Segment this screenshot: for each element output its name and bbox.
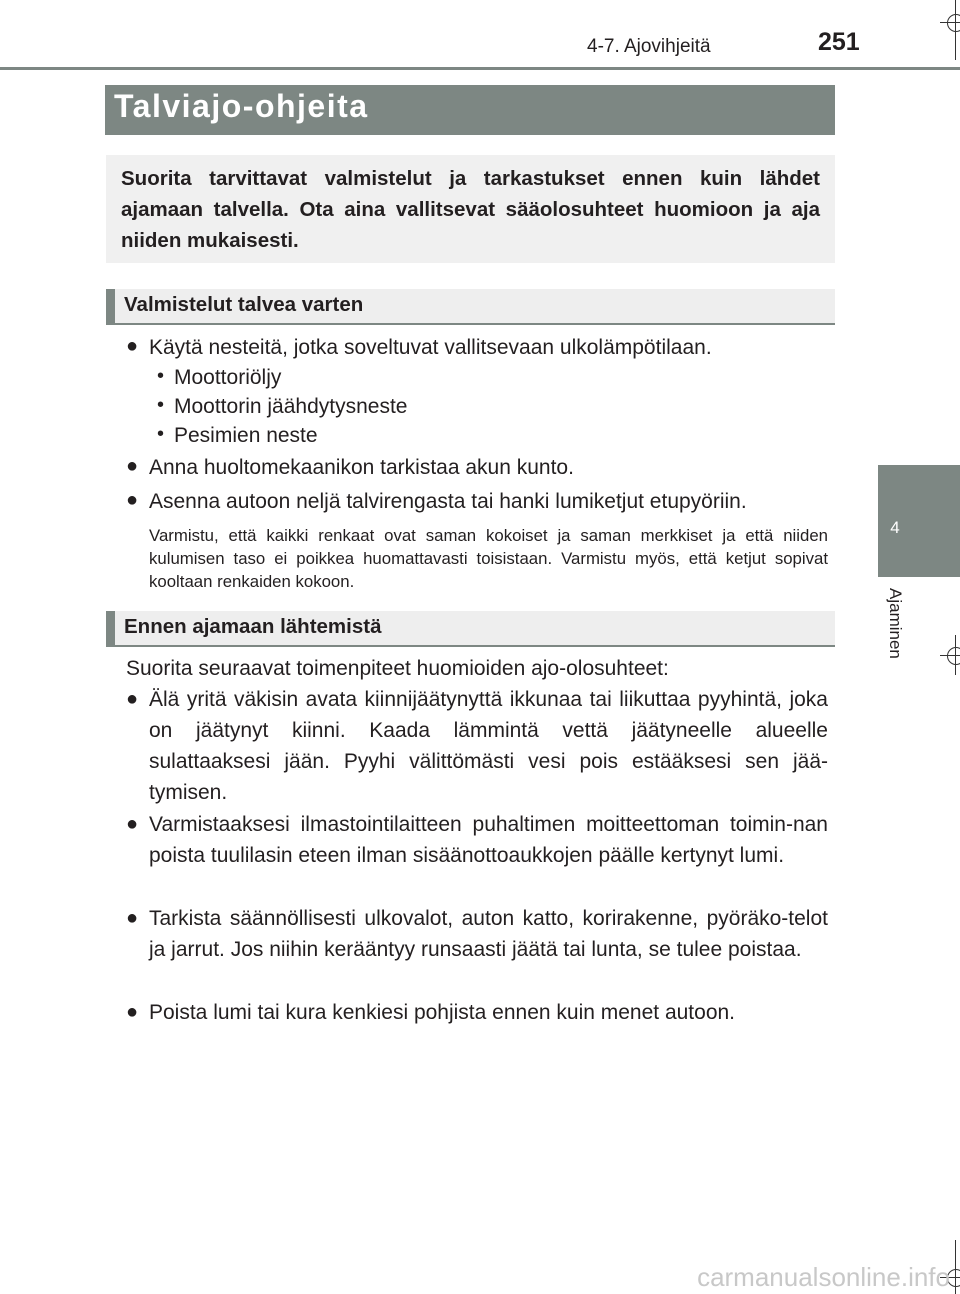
bullet-icon: ● [126, 335, 139, 357]
sub-list-item: Moottoriöljy [174, 366, 282, 389]
sub-list-item: Moottorin jäähdytysneste [174, 395, 408, 418]
bullet-icon: ● [126, 688, 139, 710]
sub-bullet-icon: • [157, 365, 165, 387]
sub-bullet-icon: • [157, 423, 165, 445]
note-text: Varmistu, että kaikki renkaat ovat saman kokoiset ja saman merkkiset ja että niiden kulumisen taso ei poikkea huomattavasti toisistaan. Varmistu myös, että ketjut sopivat kooltaan renkaiden kokoon. [149, 526, 828, 591]
list-item: Anna huoltomekaanikon tarkistaa akun kunto. [149, 456, 574, 479]
footer-watermark: carmanualsonline.info [697, 1262, 950, 1292]
crop-mark [947, 647, 960, 665]
list-item: Älä yritä väkisin avata kiinnijäätynyttä ikkunaa tai liikuttaa pyyhintä, joka on jäätynyt kiinni. Kaada lämmintä vettä jäätyneelle alueelle sulattaaksesi jään. Pyyhi välittömästi vesi pois estääksesi sen jää-tymisen. [149, 688, 828, 804]
bullet-icon: ● [126, 1001, 139, 1023]
page-title: Talviajo-ohjeita [114, 88, 369, 124]
sub-bullet-icon: • [157, 394, 165, 416]
list-item: Poista lumi tai kura kenkiesi pohjista ennen kuin menet autoon. [149, 1001, 736, 1024]
chapter-label: Ajaminen [886, 588, 905, 659]
section-header-accent [106, 611, 115, 647]
chapter-number: 4 [890, 518, 900, 537]
bullet-icon: ● [126, 489, 139, 511]
crop-mark [947, 14, 960, 32]
intro-text: Suorita tarvittavat valmistelut ja tarkastukset ennen kuin lähdet ajamaan talvella. Ota aina vallitsevat sääolosuhteet huomioon ja aja niiden mukaisesti. [121, 167, 820, 252]
list-item: Varmistaaksesi ilmastointilaitteen puhaltimen moitteettoman toimin-nan poista tuulilasin eteen ilman sisäänottoaukkojen päälle kertynyt lumi. [149, 813, 828, 867]
section-lead-text: Suorita seuraavat toimenpiteet huomioiden ajo-olosuhteet: [126, 657, 669, 680]
page-number: 251 [818, 28, 860, 56]
section-header-accent [106, 289, 115, 325]
bullet-icon: ● [126, 813, 139, 835]
list-item: Asenna autoon neljä talvirengasta tai hanki lumiketjut etupyöriin. [149, 490, 747, 513]
list-item: Käytä nesteitä, jotka soveltuvat vallitsevaan ulkolämpötilaan. [149, 336, 712, 359]
sub-list-item: Pesimien neste [174, 424, 318, 447]
bullet-icon: ● [126, 455, 139, 477]
list-item: Tarkista säännöllisesti ulkovalot, auton katto, korirakenne, pyöräko-telot ja jarrut. Jos niihin kerääntyy runsaasti jäätä tai lunta, se tulee poistaa. [149, 907, 828, 961]
section-heading-preparations: Valmistelut talvea varten [124, 293, 364, 316]
header-section-title: 4-7. Ajovihjeitä [587, 36, 711, 57]
header-rule [0, 67, 960, 70]
section-heading-before-driving: Ennen ajamaan lähtemistä [124, 615, 382, 638]
bullet-icon: ● [126, 907, 139, 929]
